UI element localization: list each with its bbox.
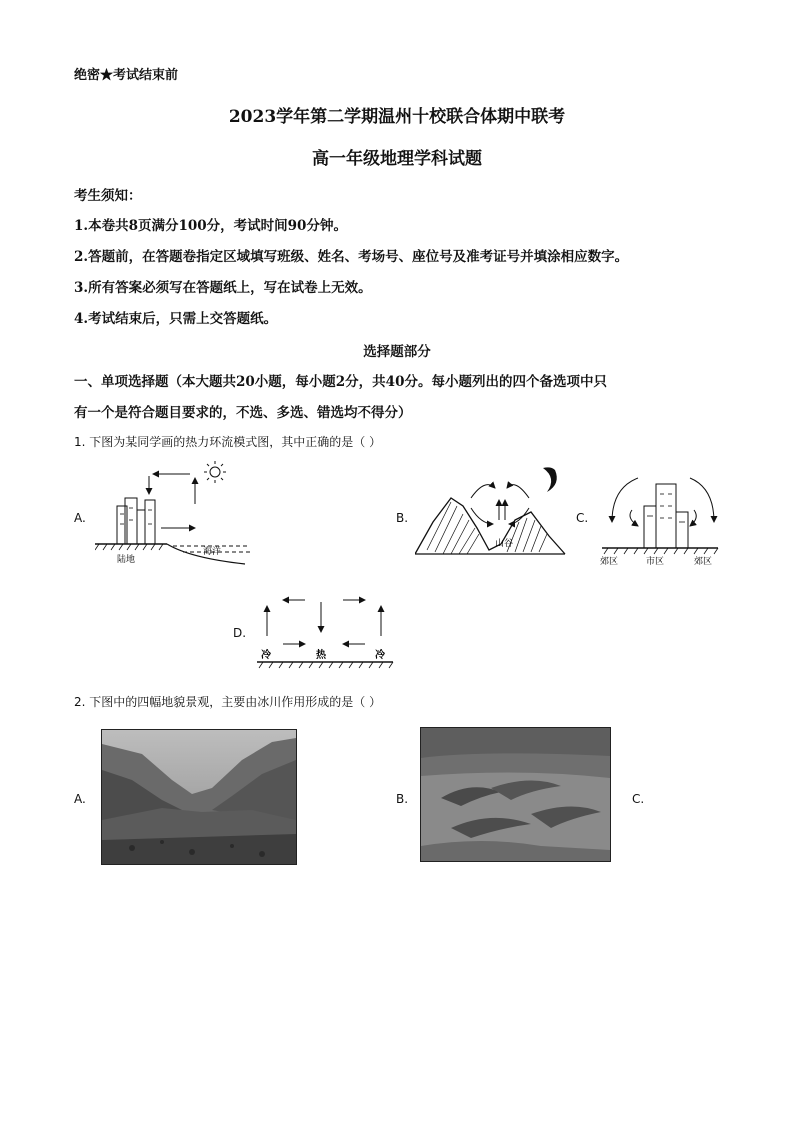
sun-icon (204, 461, 226, 483)
option-b-label: B. (396, 511, 409, 525)
confidential-label: 绝密★考试结束前 (74, 68, 179, 83)
part1-instructions-cont: 有一个是符合题目要求的，不选、多选、错选均不得分） (74, 405, 412, 421)
exam-title: 2023学年第二学期温州十校联合体期中联考 (228, 107, 566, 127)
label-city: 市区 (646, 557, 665, 567)
option-b-label: B. (396, 792, 409, 806)
section-title: 选择题部分 (363, 344, 431, 360)
note-item: 2.答题前，在答题卷指定区域填写班级、姓名、考场号、座位号及准考证号并填涂相应数字。 (74, 249, 629, 265)
option-c-label: C. (576, 511, 589, 525)
option-c-label: C. (632, 792, 645, 806)
diagram-mountain-valley-breeze (415, 462, 570, 562)
photo-sand-dunes (420, 727, 611, 862)
note-item: 3.所有答案必须写在答题纸上，写在试卷上无效。 (74, 280, 372, 296)
part1-instructions: 一、单项选择题（本大题共20小题，每小题2分，共40分。每小题列出的四个备选项中只 (74, 374, 607, 390)
label-suburb-left: 郊区 (600, 557, 619, 567)
option-a-label: A. (74, 792, 86, 806)
question-1-stem: 1. 下图为某同学画的热力环流模式图，其中正确的是（ ） (74, 435, 382, 449)
notes-heading: 考生须知： (74, 188, 142, 204)
label-cold-left: 冷 (261, 650, 271, 661)
question-2-stem: 2. 下图中的四幅地貌景观，主要由冰川作用形成的是（ ） (74, 695, 382, 709)
exam-subtitle: 高一年级地理学科试题 (312, 149, 482, 169)
label-cold-right: 冷 (375, 650, 385, 661)
diagram-land-sea-breeze (95, 458, 255, 568)
option-d-label: D. (233, 626, 247, 640)
note-item: 1.本卷共8页满分100分，考试时间90分钟。 (74, 218, 347, 234)
photo-glacial-valley (101, 729, 297, 865)
label-valley: 山谷 (495, 539, 514, 549)
label-land: 陆地 (117, 555, 136, 565)
diagram-urban-heat-island (598, 466, 723, 568)
label-sea: 海洋 (203, 547, 222, 557)
label-hot: 热 (316, 650, 326, 661)
note-item: 4.考试结束后，只需上交答题纸。 (74, 311, 278, 327)
label-suburb-right: 郊区 (694, 557, 713, 567)
option-a-label: A. (74, 511, 86, 525)
moon-icon (543, 467, 557, 492)
diagram-thermal-circulation (253, 590, 398, 676)
